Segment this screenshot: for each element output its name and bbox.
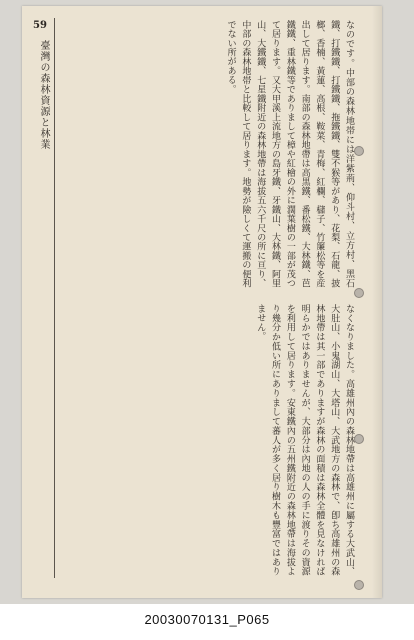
body-text-top: なのです。中部の森林地帯には洋紫荊、仰斗村、立方村、黑石鐵、打鐵鐵、打鐵鐵、拖鐵鐵、雙不猴等があり、花梨、石龍、披榔、香楠、黃蓮、高根、鞍菜、青梅、紅欄、櫧子、竹簾松等を産出して居ります。南部の森林地帶は高黒鐵、番松鐵、大林鐵、芭鐵鐵、重林鐵等でありまして樟や紅檜の外に濶葉樹の一部が茂つて居ります。又大甲溪上流地方の島牙鐵、牙鐵山、大林鐵、阿里山、大鐵鐵、七星鐵附近の森林地帶は海拔五六千尺の所に亘り、中部の森林地帯と比較して居ります。地勢が險しくて運搬の便利でない所がある。 bbox=[225, 20, 354, 288]
page-number: 59 bbox=[33, 20, 47, 31]
staple-hole bbox=[354, 288, 364, 298]
body-text-bottom: なくなりました。高雄州內の森林地帶は高雄州に屬する大武山、大肚山、小鬼湖山、大塔山、大武地方の森林で、卽ち高雄州の森林地帶は其一部でありますが森林の面積は森林全體を見なければ明らかではありませんが、大部分は內地の人の手に渡りその資源を利用して居ります。安東鐵內の五州鐵附近の森林地帶は海拔より幾分か低い所にありまして蕃人が多く居り樹木も豐富ではありません。 bbox=[255, 304, 354, 576]
file-label: 20030070131_P065 bbox=[144, 612, 270, 627]
staple-hole bbox=[354, 580, 364, 590]
binding-edge bbox=[372, 6, 382, 598]
header-rule bbox=[54, 18, 55, 578]
running-header: 臺灣の森林資源と林業 bbox=[38, 40, 49, 150]
